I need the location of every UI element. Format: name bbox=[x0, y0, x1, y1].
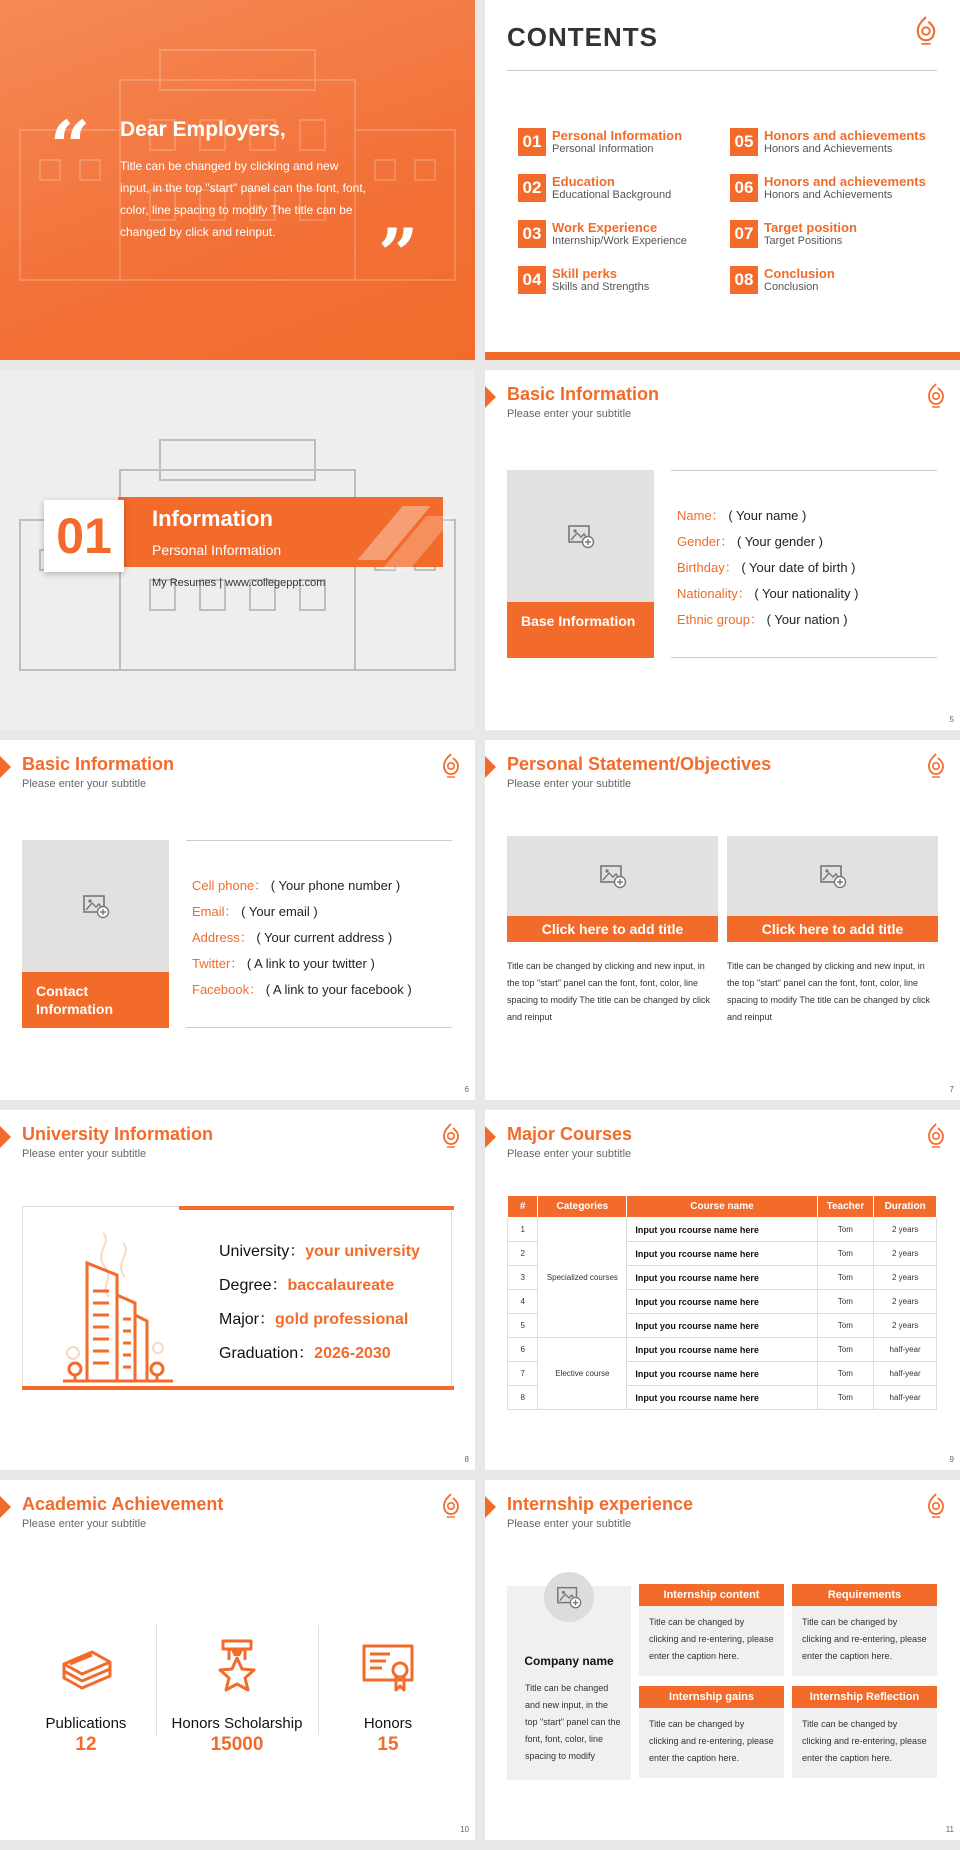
courses-table bbox=[507, 1195, 937, 1410]
item-number: 08 bbox=[730, 266, 758, 294]
item-number: 02 bbox=[518, 174, 546, 202]
table-row: 5 Input you rcourse name here Tom 2 years bbox=[508, 1314, 937, 1338]
slide-cover-letter[interactable] bbox=[0, 0, 475, 360]
item-subtitle: Internship/Work Experience bbox=[552, 235, 687, 247]
item-number: 06 bbox=[730, 174, 758, 202]
item-subtitle: Conclusion bbox=[764, 281, 819, 293]
item-title: Conclusion bbox=[764, 266, 835, 281]
item-number: 04 bbox=[518, 266, 546, 294]
college-logo-icon bbox=[439, 1492, 463, 1520]
divider bbox=[156, 1625, 157, 1735]
slide-basic-info[interactable] bbox=[485, 370, 960, 730]
internship-box bbox=[792, 1686, 937, 1778]
header-arrow bbox=[0, 1496, 11, 1518]
add-image-icon bbox=[818, 861, 848, 891]
item-subtitle: Target Positions bbox=[764, 235, 843, 247]
header-arrow bbox=[485, 1126, 496, 1148]
statement-box[interactable] bbox=[507, 836, 718, 1026]
page-number: 8 bbox=[464, 1455, 469, 1464]
card-label: Base Information bbox=[507, 602, 654, 658]
section-subtitle: Personal Information bbox=[152, 542, 282, 558]
slide-title: Major Courses bbox=[507, 1124, 633, 1144]
contents-item[interactable] bbox=[518, 174, 671, 202]
info-row: Address： ( Your current address ) bbox=[192, 930, 393, 945]
building-icon bbox=[43, 1223, 183, 1387]
contents-item[interactable] bbox=[730, 220, 857, 248]
image-placeholder[interactable] bbox=[507, 470, 654, 602]
page-number: 9 bbox=[949, 1455, 954, 1464]
bottom-accent-bar bbox=[485, 352, 960, 360]
close-quote-icon: ” bbox=[378, 213, 419, 296]
info-row: Name： ( Your name ) bbox=[677, 508, 807, 523]
box-text: Title can be changed by clicking and re-entering, please enter the caption here. bbox=[649, 1719, 774, 1763]
table-row: 2 Input you rcourse name here Tom 2 years bbox=[508, 1242, 937, 1266]
page-number: 5 bbox=[949, 715, 954, 724]
info-row: Gender： ( Your gender ) bbox=[677, 534, 824, 549]
achievement-value: 15000 bbox=[210, 1734, 264, 1755]
accent-bar bbox=[179, 1206, 454, 1210]
header-arrow bbox=[485, 756, 496, 778]
header-arrow bbox=[485, 1496, 496, 1518]
slide-title: Internship experience bbox=[507, 1494, 694, 1514]
slide-title: Basic Information bbox=[22, 754, 175, 774]
company-card[interactable] bbox=[507, 1586, 631, 1780]
add-image-icon bbox=[566, 521, 596, 551]
item-subtitle: Personal Information bbox=[552, 143, 654, 155]
category-cell: Elective course bbox=[538, 1338, 627, 1410]
table-header bbox=[508, 1196, 937, 1218]
section-footer: My Resumes | www.collegeppt.com bbox=[152, 577, 326, 589]
slide-contents[interactable] bbox=[485, 0, 960, 360]
image-placeholder[interactable] bbox=[727, 836, 938, 916]
category-cell: Specialized courses bbox=[538, 1218, 627, 1338]
header-arrow bbox=[485, 386, 496, 408]
slide-title: University Information bbox=[22, 1124, 214, 1144]
item-title: Target position bbox=[764, 220, 857, 235]
detail-row: Graduation：2026-2030 bbox=[219, 1345, 391, 1362]
slide-title: Basic Information bbox=[507, 384, 660, 404]
info-list bbox=[671, 470, 937, 658]
box-title: Requirements bbox=[792, 1584, 937, 1606]
contents-item[interactable] bbox=[730, 128, 926, 156]
divider bbox=[507, 70, 937, 71]
slide-subtitle: Please enter your subtitle bbox=[22, 778, 147, 790]
item-title: Work Experience bbox=[552, 220, 658, 235]
box-title: Internship gains bbox=[639, 1686, 784, 1708]
university-card bbox=[22, 1206, 452, 1390]
internship-box bbox=[639, 1584, 784, 1676]
box-text: Title can be changed by clicking and re-entering, please enter the caption here. bbox=[649, 1617, 774, 1661]
cover-body-text: Title can be changed by clicking and new input, in the top "start" panel can the font, font, color, line spacing to modify The title can be changed by click and reinput. bbox=[120, 159, 367, 239]
info-row: Nationality： ( Your nationality ) bbox=[677, 586, 859, 601]
box-title: Internship content bbox=[639, 1584, 784, 1606]
slide-subtitle: Please enter your subtitle bbox=[507, 1148, 632, 1160]
add-title-button[interactable]: Click here to add title bbox=[507, 916, 718, 942]
company-description: Title can be changed and new input, in the top "start" panel can the font, font, color, line spacing to modify bbox=[525, 1683, 621, 1761]
item-subtitle: Honors and Achievements bbox=[764, 143, 893, 155]
certificate-icon bbox=[358, 1638, 418, 1698]
slide-section-divider[interactable] bbox=[0, 370, 475, 730]
slide-contact-info[interactable] bbox=[0, 740, 475, 1100]
card-label: Contact Information bbox=[22, 972, 169, 1028]
open-quote-icon: “ bbox=[50, 105, 91, 188]
achievement-value: 12 bbox=[75, 1734, 97, 1755]
section-number: 01 bbox=[44, 500, 124, 572]
college-logo-icon bbox=[924, 1122, 948, 1150]
achievement-label: Publications bbox=[45, 1715, 127, 1732]
medal-icon bbox=[207, 1638, 267, 1698]
achievement-item bbox=[16, 1638, 156, 1756]
info-row: Twitter： ( A link to your twitter ) bbox=[192, 956, 375, 971]
item-number: 03 bbox=[518, 220, 546, 248]
achievement-value: 15 bbox=[377, 1734, 399, 1755]
detail-row: Major：gold professional bbox=[219, 1311, 409, 1328]
photo-card[interactable] bbox=[507, 470, 654, 658]
item-number: 05 bbox=[730, 128, 758, 156]
contents-item[interactable] bbox=[730, 174, 926, 202]
statement-text: Title can be changed by clicking and new input, in the top "start" panel can the font, font, color, line spacing to modify The title can be changed by click and reinput bbox=[727, 961, 930, 1022]
college-logo-icon bbox=[439, 752, 463, 780]
box-text: Title can be changed by clicking and re-entering, please enter the caption here. bbox=[802, 1617, 927, 1661]
detail-row: University：your university bbox=[219, 1243, 420, 1260]
slide-subtitle: Please enter your subtitle bbox=[507, 778, 632, 790]
slide-university-info[interactable] bbox=[0, 1110, 475, 1470]
contents-title: CONTENTS bbox=[507, 22, 658, 52]
page-number: 11 bbox=[945, 1825, 954, 1834]
add-image-icon bbox=[598, 861, 628, 891]
table-row: 3 Input you rcourse name here Tom 2 years bbox=[508, 1266, 937, 1290]
table-row: 8 Input you rcourse name here Tom half-year bbox=[508, 1386, 937, 1410]
slide-internship-experience[interactable] bbox=[485, 1480, 960, 1840]
item-subtitle: Skills and Strengths bbox=[552, 281, 650, 293]
contents-item[interactable] bbox=[730, 266, 835, 294]
image-placeholder[interactable] bbox=[507, 836, 718, 916]
university-details bbox=[219, 1235, 420, 1371]
slide-subtitle: Please enter your subtitle bbox=[22, 1148, 147, 1160]
internship-box bbox=[639, 1686, 784, 1778]
company-image-placeholder[interactable] bbox=[544, 1572, 594, 1622]
item-subtitle: Honors and Achievements bbox=[764, 189, 893, 201]
header-arrow bbox=[0, 756, 11, 778]
column-header: Course name bbox=[627, 1196, 817, 1218]
page-number: 6 bbox=[464, 1085, 469, 1094]
company-name: Company name bbox=[524, 1654, 614, 1668]
add-image-icon bbox=[81, 891, 111, 921]
slide-subtitle: Please enter your subtitle bbox=[22, 1518, 147, 1530]
section-title: Information bbox=[152, 506, 273, 531]
contents-item[interactable] bbox=[518, 266, 649, 294]
accent-bar bbox=[22, 1386, 454, 1390]
add-image-icon bbox=[555, 1583, 583, 1611]
column-header: Categories bbox=[538, 1196, 627, 1218]
contents-item[interactable] bbox=[518, 128, 682, 156]
photo-card[interactable] bbox=[22, 840, 169, 1028]
item-subtitle: Educational Background bbox=[552, 189, 672, 201]
slide-personal-statement[interactable] bbox=[485, 740, 960, 1100]
header-arrow bbox=[0, 1126, 11, 1148]
slide-subtitle: Please enter your subtitle bbox=[507, 1518, 632, 1530]
slide-major-courses[interactable] bbox=[485, 1110, 960, 1470]
item-title: Honors and achievements bbox=[764, 128, 926, 143]
table-row: 1 Specialized courses Input you rcourse name here Tom 2 years bbox=[508, 1218, 937, 1242]
item-title: Personal Information bbox=[552, 128, 683, 143]
slide-title: Academic Achievement bbox=[22, 1494, 224, 1514]
books-icon bbox=[56, 1638, 116, 1698]
table-row: 7 Input you rcourse name here Tom half-year bbox=[508, 1362, 937, 1386]
info-list bbox=[186, 840, 452, 1028]
achievement-label: Honors bbox=[363, 1715, 413, 1732]
info-row: Facebook： ( A link to your facebook ) bbox=[192, 982, 412, 997]
statement-text: Title can be changed by clicking and new input, in the top "start" panel can the font, font, color, line spacing to modify The title can be changed by click and reinput bbox=[507, 961, 710, 1022]
table-row: 6 Elective course Input you rcourse name here Tom half-year bbox=[508, 1338, 937, 1362]
slide-subtitle: Please enter your subtitle bbox=[507, 408, 632, 420]
achievement-label: Honors Scholarship bbox=[171, 1715, 303, 1732]
column-header: Duration bbox=[874, 1196, 937, 1218]
image-placeholder[interactable] bbox=[22, 840, 169, 972]
item-number: 07 bbox=[730, 220, 758, 248]
item-title: Education bbox=[552, 174, 615, 189]
info-row: Email： ( Your email ) bbox=[192, 904, 318, 919]
statement-box[interactable] bbox=[727, 836, 938, 1026]
achievement-item bbox=[167, 1638, 307, 1756]
achievement-item bbox=[318, 1638, 458, 1756]
college-logo-icon bbox=[439, 1122, 463, 1150]
slide-title: Personal Statement/Objectives bbox=[507, 754, 772, 774]
item-number: 01 bbox=[518, 128, 546, 156]
college-logo-icon bbox=[924, 1492, 948, 1520]
box-text: Title can be changed by clicking and re-entering, please enter the caption here. bbox=[802, 1719, 927, 1763]
table-row: 4 Input you rcourse name here Tom 2 years bbox=[508, 1290, 937, 1314]
column-header: # bbox=[508, 1196, 538, 1218]
column-header: Teacher bbox=[817, 1196, 874, 1218]
greeting-heading: Dear Employers, bbox=[120, 118, 286, 141]
item-title: Skill perks bbox=[552, 266, 618, 281]
add-title-button[interactable]: Click here to add title bbox=[727, 916, 938, 942]
info-row: Ethnic group： ( Your nation ) bbox=[677, 612, 848, 627]
college-logo-icon bbox=[924, 382, 948, 410]
contents-item[interactable] bbox=[518, 220, 687, 248]
college-logo-icon bbox=[912, 14, 940, 48]
detail-row: Degree：baccalaureate bbox=[219, 1277, 395, 1294]
item-title: Honors and achievements bbox=[764, 174, 926, 189]
page-number: 7 bbox=[949, 1085, 954, 1094]
slide-academic-achievement[interactable] bbox=[0, 1480, 475, 1840]
internship-box bbox=[792, 1584, 937, 1676]
page-number: 10 bbox=[460, 1825, 469, 1834]
info-row: Cell phone： ( Your phone number ) bbox=[192, 878, 401, 893]
box-title: Internship Reflection bbox=[792, 1686, 937, 1708]
info-row: Birthday： ( Your date of birth ) bbox=[677, 560, 856, 575]
college-logo-icon bbox=[924, 752, 948, 780]
